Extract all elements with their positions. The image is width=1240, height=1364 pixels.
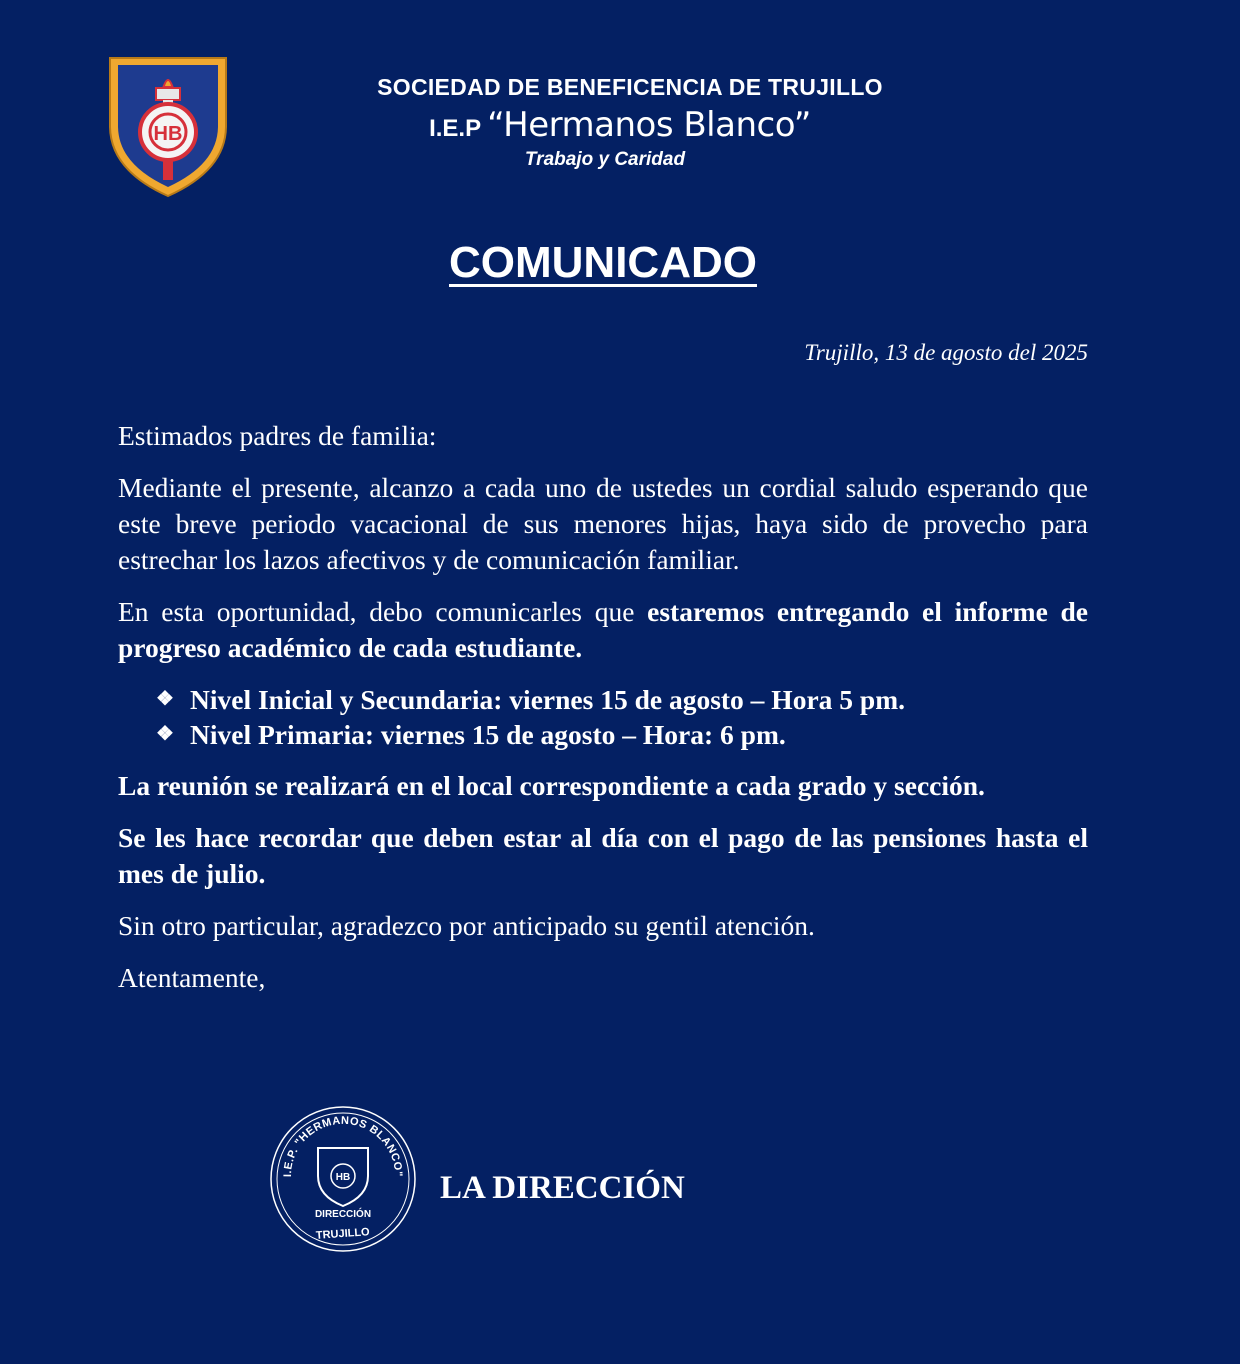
seal-initials: HB	[335, 1172, 351, 1183]
schedule-item-text: Nivel Primaria: viernes 15 de agosto – Hora: 6 pm.	[190, 719, 786, 750]
document-title: COMUNICADO	[449, 238, 757, 287]
schedule-item-text: Nivel Inicial y Secundaria: viernes 15 de agosto – Hora 5 pm.	[190, 684, 905, 715]
seal-role: DIRECCIÓN	[314, 1209, 372, 1220]
crest-initials: HB	[153, 123, 183, 145]
paragraph-2-plain: En esta oportunidad, debo comunicarles que	[118, 596, 648, 627]
paragraph-2-bold: estaremos entregando el informe de progreso académico de cada estudiante.	[118, 596, 1088, 663]
diamond-bullet-icon: ❖	[156, 688, 174, 710]
direction-seal-stamp	[268, 1104, 418, 1254]
paragraph-2	[118, 594, 1088, 666]
school-name: “Hermanos Blanco”	[487, 105, 811, 145]
school-crest-logo	[104, 48, 232, 200]
closing-salutation: Atentamente,	[118, 962, 266, 993]
svg-text:I.E.P. "HERMANOS BLANCO"	[282, 1115, 404, 1177]
greeting: Estimados padres de familia:	[118, 420, 437, 451]
paragraph-4: Se les hace recordar que deben estar al día con el pago de las pensiones hasta el mes de julio.	[118, 822, 1088, 889]
organization-name: SOCIEDAD DE BENEFICENCIA DE TRUJILLO	[377, 74, 883, 100]
diamond-bullet-icon: ❖	[156, 723, 174, 745]
seal-arc-text: I.E.P. "HERMANOS BLANCO"	[281, 1114, 405, 1178]
school-motto: Trabajo y Caridad	[524, 149, 686, 170]
list-item	[156, 682, 1088, 717]
school-prefix: I.E.P	[429, 115, 482, 142]
seal-city: TRUJILLO	[315, 1226, 371, 1242]
document-date: Trujillo, 13 de agosto del 2025	[804, 340, 1088, 365]
closing-line: Sin otro particular, agradezco por anticipado su gentil atención.	[118, 910, 815, 941]
paragraph-3: La reunión se realizará en el local correspondiente a cada grado y sección.	[118, 770, 985, 801]
list-item	[156, 717, 1088, 752]
schedule-list	[118, 682, 1088, 752]
signature-direction: LA DIRECCIÓN	[440, 1170, 685, 1206]
paragraph-1: Mediante el presente, alcanzo a cada uno de ustedes un cordial saludo esperando que este breve periodo vacacional de sus menores hijas, haya sido de provecho para estrechar los lazos afectivos y de comunicación familiar.	[118, 472, 1088, 575]
school-name-line	[330, 105, 910, 145]
letterhead	[330, 74, 910, 171]
letter-body	[118, 418, 1088, 1012]
